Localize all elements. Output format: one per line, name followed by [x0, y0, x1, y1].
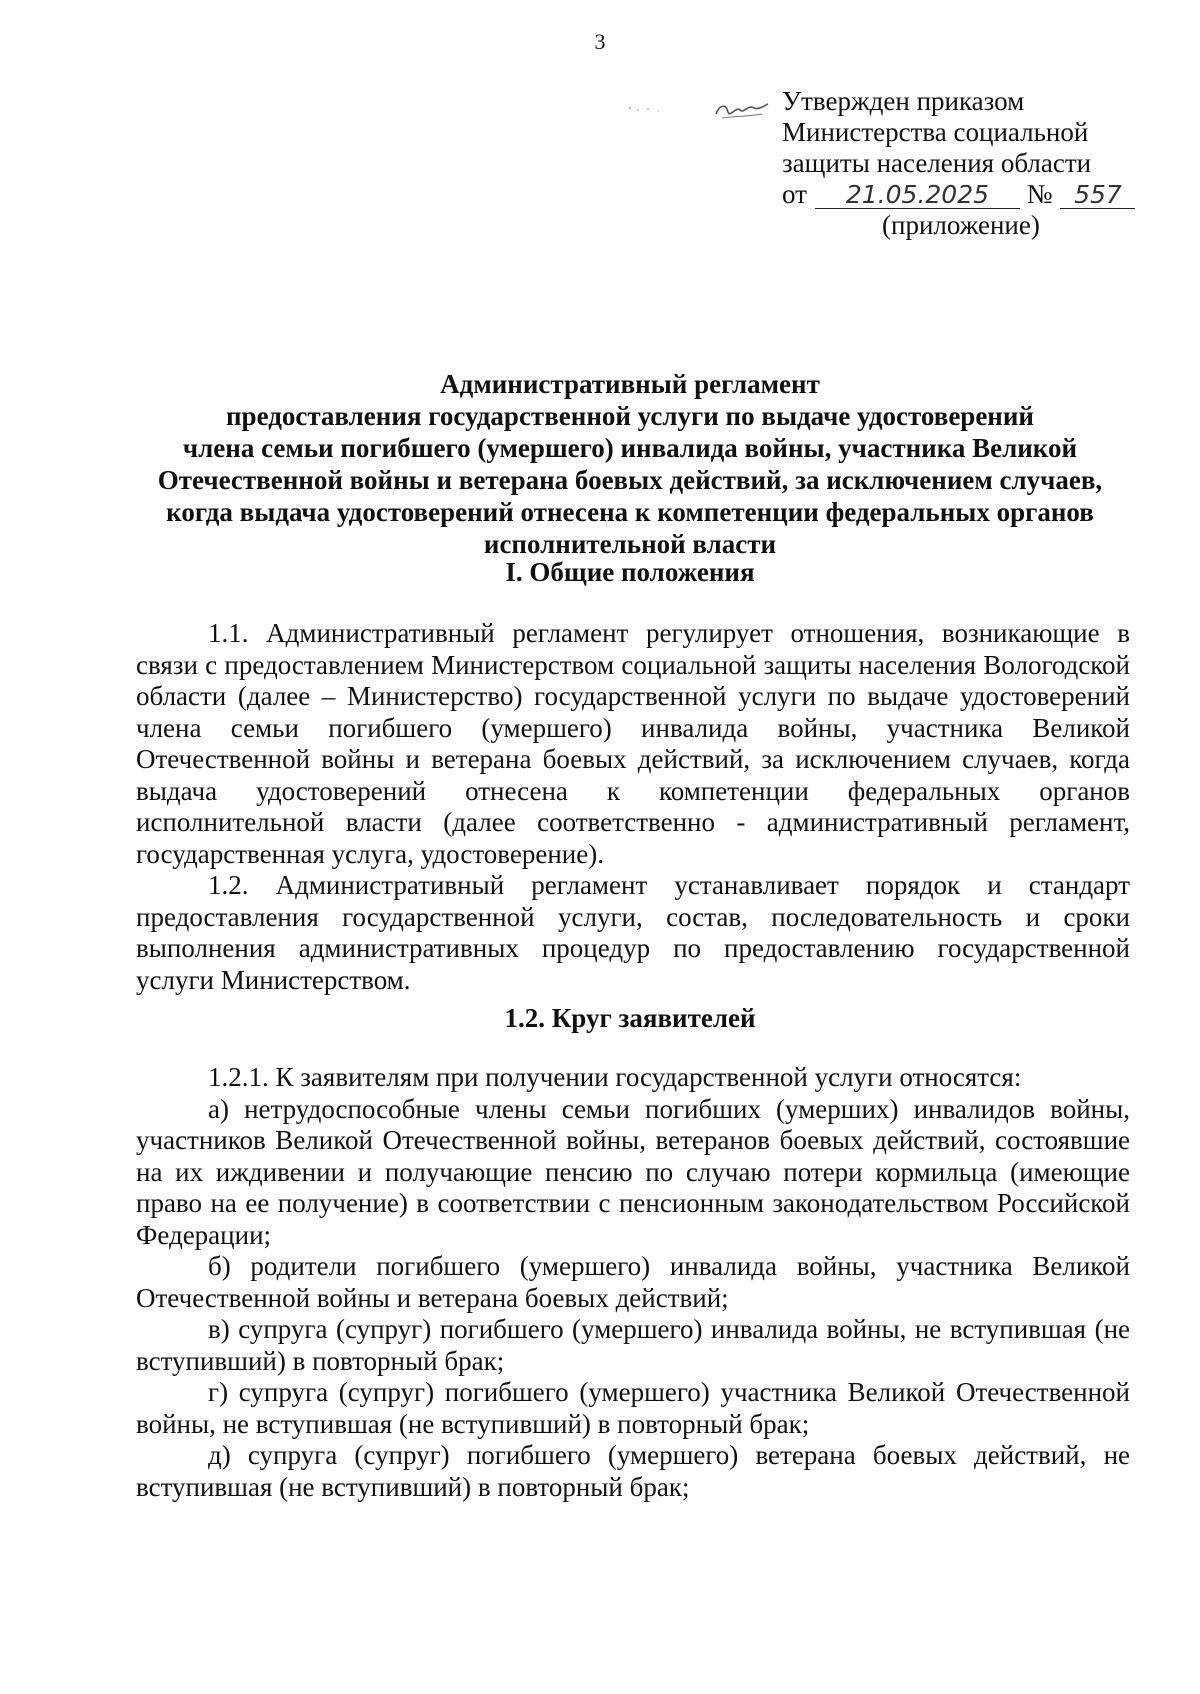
section-heading-general: I. Общие положения: [505, 557, 755, 587]
page-number: 3: [594, 29, 606, 54]
list-item-a: а) нетрудоспособные члены семьи погибших (умерших) инвалидов войны, участников Великой Отечественной войны, ветеранов боевых действий, состоявшие на их иждивении и получающие пенсию по случаю потери кормильца (имеющие право на ее получение) в соответствии с пенсионным законодательством Российской Федерации;: [136, 1093, 1130, 1250]
number-sign: №: [1026, 179, 1053, 209]
title-line-4: Отечественной войны и ветерана боевых действий, за исключением случаев,: [157, 465, 1103, 495]
date-prefix: от: [782, 179, 807, 209]
handwritten-date: 21.05.2025: [815, 182, 1020, 209]
paragraph-1-2-1: 1.2.1. К заявителям при получении государственной услуги относятся:: [208, 1062, 1022, 1092]
document-title: [130, 368, 1130, 560]
handwritten-order-number: 557: [1060, 182, 1135, 209]
list-item-g: г) супруга (супруг) погибшего (умершего) участника Великой Отечественной войны, не вступившая (не вступивший) в повторный брак;: [136, 1377, 1130, 1439]
title-line-1: Административный регламент: [440, 369, 820, 399]
approval-date-number-line: [782, 179, 1162, 210]
list-item-v: в) супруга (супруг) погибшего (умершего) инвалида войны, не вступившая (не вступивший) в повторный брак;: [136, 1314, 1130, 1376]
approval-line-3: защиты населения области: [782, 148, 1092, 178]
list-item-d: д) супруга (супруг) погибшего (умершего) ветерана боевых действий, не вступившая (не вступивший) в повторный брак;: [136, 1440, 1130, 1502]
scan-specks: [626, 100, 666, 116]
approval-line-1: Утвержден приказом: [782, 86, 1025, 116]
approval-line-2: Министерства социальной: [782, 117, 1089, 147]
paragraph-1-2: 1.2. Административный регламент устанавливает порядок и стандарт предоставления государственной услуги, состав, последовательность и сроки выполнения административных процедур по предоставлению государственной услуги Министерством.: [136, 870, 1130, 995]
attachment-label: (приложение): [882, 210, 1040, 240]
title-line-5: когда выдача удостоверений отнесена к компетенции федеральных органов: [166, 497, 1094, 527]
section-heading-applicants: 1.2. Круг заявителей: [504, 1003, 756, 1033]
section-applicants-body: [136, 1062, 1130, 1503]
title-line-3: члена семьи погибшего (умершего) инвалида войны, участника Великой: [182, 433, 1078, 463]
title-line-2: предоставления государственной услуги по выдаче удостоверений: [226, 401, 1034, 431]
list-item-b: б) родители погибшего (умершего) инвалида войны, участника Великой Отечественной войны и ветерана боевых действий;: [136, 1251, 1130, 1313]
section-general-body: [136, 618, 1130, 996]
approval-stamp-block: [782, 86, 1162, 241]
handwritten-initials-mark: [712, 94, 772, 122]
paragraph-1-1: 1.1. Административный регламент регулирует отношения, возникающие в связи с предоставлением Министерством социальной защиты населения Вологодской области (далее – Министерство) государственной услуги по выдаче удостоверений члена семьи погибшего (умершего) инвалида войны, участника Великой Отечественной войны и ветерана боевых действий, за исключением случаев, когда выдача удостоверений отнесена к компетенции федеральных органов исполнительной власти (далее соответственно - административный регламент, государственная услуга, удостоверение).: [136, 618, 1130, 869]
title-line-6: исполнительной власти: [483, 529, 777, 559]
